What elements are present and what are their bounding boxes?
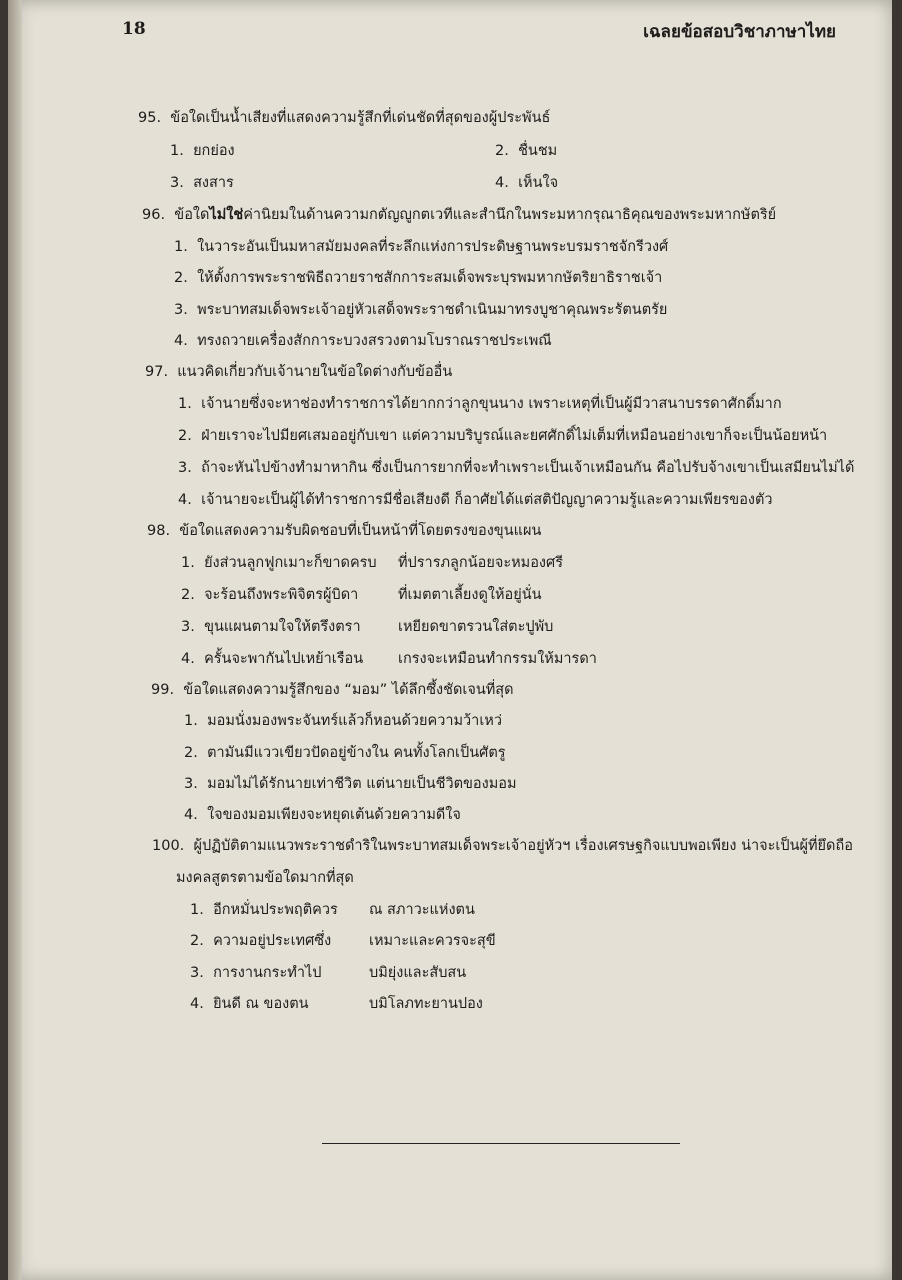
option-95-1 [170, 139, 235, 162]
question-100 [152, 834, 853, 857]
option-97-1 [178, 392, 782, 415]
option-96-4 [174, 329, 552, 352]
option-label: 4. [184, 807, 198, 823]
option-text: อีกหมั่นประพฤติควร [213, 902, 338, 918]
option-text: มอมไม่ได้รักนายเท่าชีวิต แต่นายเป็นชีวิตของมอม [207, 776, 517, 792]
option-text: จะร้อนถึงพระพิจิตรผู้บิดา [204, 587, 359, 603]
question-text: ผู้ปฏิบัติตามแนวพระราชดำริในพระบาทสมเด็จพระเจ้าอยู่หัวฯ เรื่องเศรษฐกิจแบบพอเพียง น่าจะเป็นผู้ที่ยึดถือ [193, 838, 853, 854]
option-96-3 [174, 298, 667, 321]
question-text: ข้อใดแสดงความรู้สึกของ “มอม” ได้ลึกซึ้งชัดเจนที่สุด [183, 682, 514, 698]
option-label: 3. [184, 776, 198, 792]
option-text: พระบาทสมเด็จพระเจ้าอยู่หัวเสด็จพระราชดำเนินมาทรงบูชาคุณพระรัตนตรัย [197, 302, 668, 318]
option-95-4 [495, 171, 558, 194]
option-98-1 [181, 551, 377, 574]
question-text: แนวคิดเกี่ยวกับเจ้านายในข้อใดต่างกับข้ออื่น [177, 364, 453, 380]
option-label: 2. [178, 428, 192, 444]
option-label: 3. [181, 619, 195, 635]
option-label: 3. [170, 175, 184, 191]
question-100-line2: มงคลสูตรตามข้อใดมากที่สุด [176, 870, 354, 886]
option-label: 1. [190, 902, 204, 918]
option-98-3-verse: เหยียดขาตรวนใส่ตะปูพับ [398, 619, 554, 635]
question-text: ข้อใดแสดงความรับผิดชอบที่เป็นหน้าที่โดยตรงของขุนแผน [179, 523, 542, 539]
option-100-3 [190, 961, 321, 984]
option-label: 1. [181, 555, 195, 571]
option-label: 2. [181, 587, 195, 603]
option-label: 4. [174, 333, 188, 349]
option-text: การงานกระทำไป [213, 965, 322, 981]
option-text: เจ้านายจะเป็นผู้ได้ทำราชการมีชื่อเสียงดี ก็อาศัยได้แต่สติปัญญาความรู้และความเพียรของตัว [201, 492, 773, 508]
end-rule [322, 1143, 680, 1144]
option-text: ตามันมีแววเขียวปัดอยู่ข้างใน คนทั้งโลกเป็นศัตรู [207, 745, 506, 761]
option-100-4 [190, 992, 309, 1015]
option-100-2-verse: เหมาะและควรจะสุขี [369, 933, 496, 949]
option-97-3 [178, 456, 854, 479]
option-97-2 [178, 424, 827, 447]
option-99-4 [184, 803, 461, 826]
option-96-2 [174, 266, 662, 289]
question-96 [142, 203, 776, 226]
question-95 [138, 106, 550, 129]
question-text-emphasis: ไม่ใช่ [209, 207, 244, 223]
option-98-2-verse: ที่เมตตาเลี้ยงดูให้อยู่นั่น [398, 587, 542, 603]
option-text: ยังส่วนลูกฟูกเมาะก็ขาดครบ [204, 555, 377, 571]
option-98-2 [181, 583, 358, 606]
header-title: เฉลยข้อสอบวิชาภาษาไทย [643, 22, 836, 42]
option-text: เจ้านายซึ่งจะหาช่องทำราชการได้ยากกว่าลูกขุนนาง เพราะเหตุที่เป็นผู้มีวาสนาบรรดาศักดิ์มาก [201, 396, 782, 412]
option-99-3 [184, 772, 517, 795]
option-99-1 [184, 709, 502, 732]
option-98-3 [181, 615, 361, 638]
option-95-3 [170, 171, 234, 194]
option-text: ขุนแผนตามใจให้ตรึงตรา [204, 619, 361, 635]
option-label: 3. [190, 965, 204, 981]
question-97 [145, 360, 452, 383]
option-text: ให้ตั้งการพระราชพิธีถวายราชสักการะสมเด็จพระบุรพมหากษัตริยาธิราชเจ้า [197, 270, 663, 286]
option-label: 1. [174, 239, 188, 255]
question-98 [147, 519, 541, 542]
question-number: 97. [145, 364, 169, 380]
option-97-4 [178, 488, 773, 511]
option-text: ครั้นจะพากันไปเหย้าเรือน [204, 651, 364, 667]
question-number: 95. [138, 110, 162, 126]
question-text-pre: ข้อใด [174, 207, 210, 223]
option-label: 2. [495, 143, 509, 159]
option-label: 2. [190, 933, 204, 949]
option-label: 4. [495, 175, 509, 191]
binding-shadow [8, 0, 22, 1280]
option-label: 4. [190, 996, 204, 1012]
option-text: ใจของมอมเพียงจะหยุดเต้นด้วยความดีใจ [207, 807, 461, 823]
question-number: 100. [152, 838, 185, 854]
option-label: 1. [184, 713, 198, 729]
option-text: ในวาระอันเป็นมหาสมัยมงคลที่ระลึกแห่งการประดิษฐานพระบรมราชจักรีวงศ์ [197, 239, 669, 255]
document-page [8, 0, 892, 1280]
option-100-1 [190, 898, 338, 921]
option-label: 3. [174, 302, 188, 318]
option-98-4-verse: เกรงจะเหมือนทำกรรมให้มารดา [398, 651, 597, 667]
option-label: 3. [178, 460, 192, 476]
question-number: 98. [147, 523, 171, 539]
option-98-4 [181, 647, 363, 670]
option-100-4-verse: บมิโลภทะยานปอง [369, 996, 483, 1012]
option-100-2 [190, 929, 331, 952]
question-text: ข้อใดเป็นน้ำเสียงที่แสดงความรู้สึกที่เด่นชัดที่สุดของผู้ประพันธ์ [170, 110, 551, 126]
option-text: ฝ่ายเราจะไปมียศเสมออยู่กับเขา แต่ความบริบูรณ์และยศศักดิ์ไม่เต็มที่เหมือนอย่างเขาก็จะเป็นน้อยหน้า [201, 428, 828, 444]
option-text: เห็นใจ [518, 175, 559, 191]
option-text: ยกย่อง [193, 143, 235, 159]
option-99-2 [184, 741, 506, 764]
question-text-post: ค่านิยมในด้านความกตัญญูกตเวทีและสำนึกในพระมหากรุณาธิคุณของพระมหากษัตริย์ [243, 207, 777, 223]
option-text: ชื่นชม [518, 143, 558, 159]
question-number: 96. [142, 207, 166, 223]
option-label: 1. [170, 143, 184, 159]
option-label: 2. [174, 270, 188, 286]
option-100-3-verse: บมิยุ่งและสับสน [369, 965, 467, 981]
option-text: มอมนั่งมองพระจันทร์แล้วก็หอนด้วยความว้าเหว่ [207, 713, 502, 729]
question-99 [151, 678, 514, 701]
page-number: 18 [122, 19, 146, 39]
option-label: 1. [178, 396, 192, 412]
option-95-2 [495, 139, 557, 162]
option-text: ความอยู่ประเทศซึ่ง [213, 933, 332, 949]
question-number: 99. [151, 682, 175, 698]
option-96-1 [174, 235, 668, 258]
option-text: สงสาร [193, 175, 234, 191]
option-text: ถ้าจะหันไปข้างทำมาหากิน ซึ่งเป็นการยากที่จะทำเพราะเป็นเจ้าเหมือนกัน คือไปรับจ้างเขาเป็นเสมียนไม่ได้ [201, 460, 855, 476]
option-100-1-verse: ณ สภาวะแห่งตน [369, 902, 475, 918]
option-label: 4. [178, 492, 192, 508]
option-98-1-verse: ที่ปรารภลูกน้อยจะหมองศรี [398, 555, 564, 571]
option-text: ยินดี ณ ของตน [213, 996, 309, 1012]
option-text: ทรงถวายเครื่องสักการะบวงสรวงตามโบราณราชประเพณี [197, 333, 552, 349]
option-label: 4. [181, 651, 195, 667]
option-label: 2. [184, 745, 198, 761]
